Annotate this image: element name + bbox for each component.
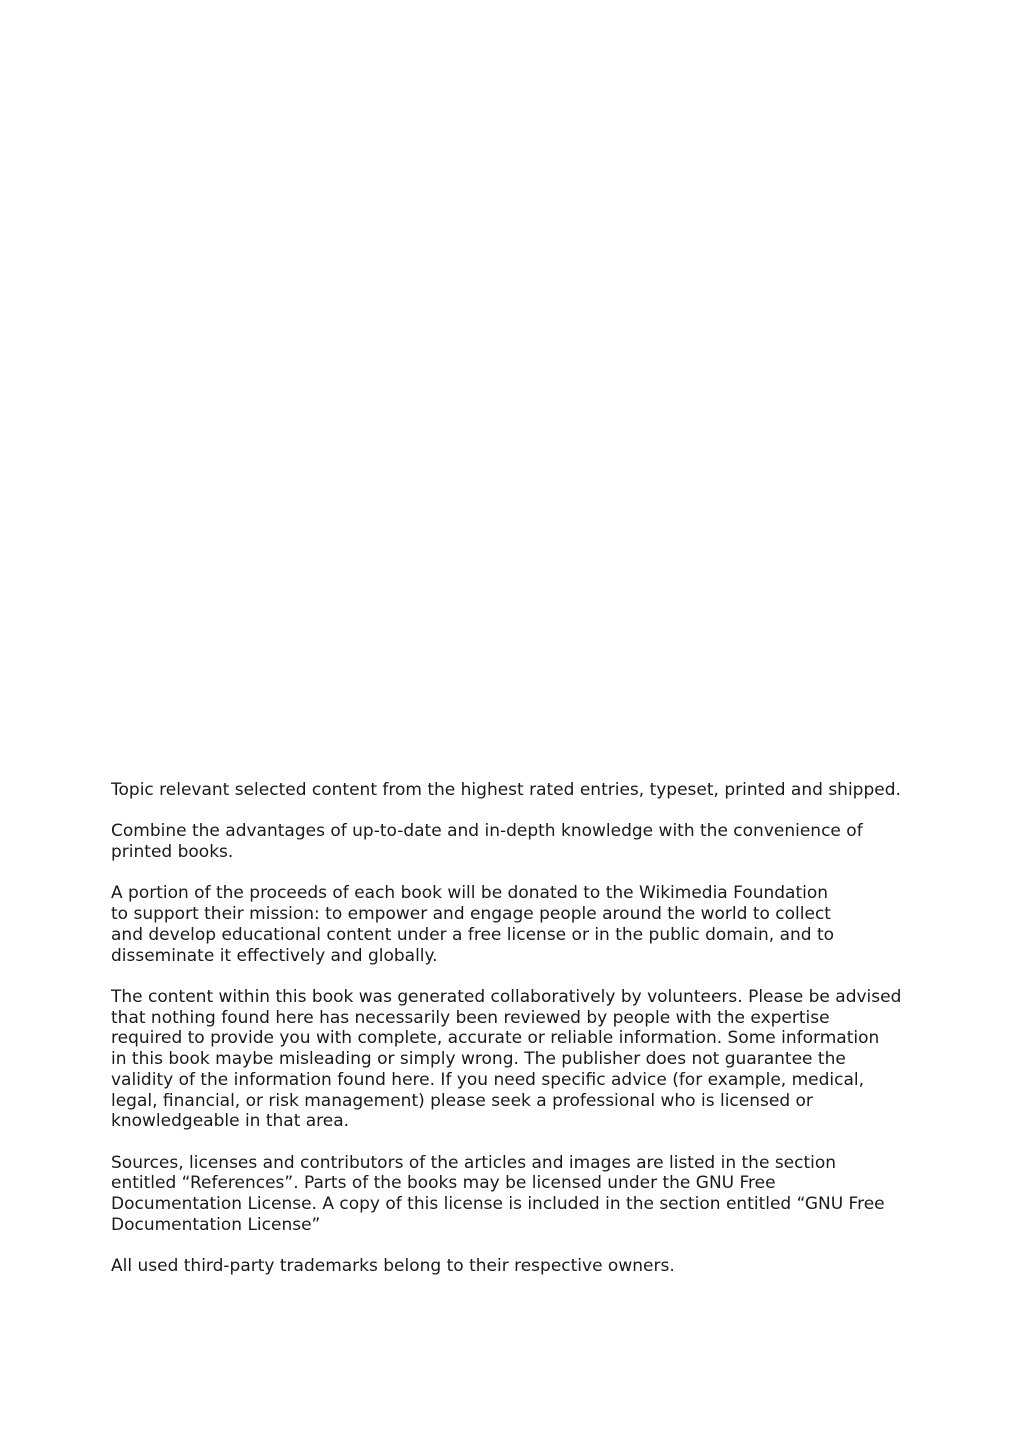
text-line: legal, financial, or risk management) please seek a professional who is licensed or	[111, 1090, 813, 1111]
text-line: that nothing found here has necessarily been reviewed by people with the expertise	[111, 1007, 830, 1028]
paragraph-trademarks	[111, 1256, 941, 1277]
text-line: A portion of the proceeds of each book will be donated to the Wikimedia Foundation	[111, 883, 829, 904]
paragraph-advantages	[111, 821, 941, 862]
text-line: Documentation License. A copy of this license is included in the section entitled “GNU Free	[111, 1194, 885, 1214]
text-line: Sources, licenses and contributors of the articles and images are listed in the section	[111, 1152, 837, 1173]
paragraph-wikimedia-donation	[111, 883, 941, 966]
text-line: entitled “References”. Parts of the books may be licensed under the GNU Free	[111, 1173, 776, 1194]
text-line: and develop educational content under a free license or in the public domain, and to	[111, 924, 835, 945]
publisher-notice	[111, 780, 941, 1297]
text-line: The content within this book was generated collaboratively by volunteers. Please be advised	[111, 986, 902, 1007]
paragraph-disclaimer	[111, 987, 941, 1132]
text-line: to support their mission: to empower and engage people around the world to collect	[111, 904, 831, 925]
text-line: All used third-party trademarks belong to their respective owners.	[111, 1256, 675, 1277]
paragraph-sources-licenses	[111, 1153, 941, 1236]
text-line: in this book maybe misleading or simply wrong. The publisher does not guarantee the	[111, 1049, 846, 1070]
paragraph-topic-content	[111, 780, 941, 801]
text-line: knowledgeable in that area.	[111, 1111, 350, 1132]
text-line: validity of the information found here. If you need specific advice (for example, medical,	[111, 1069, 865, 1090]
text-line: Topic relevant selected content from the highest rated entries, typeset, printed and shipped.	[111, 780, 901, 800]
text-line: Combine the advantages of up-to-date and in-depth knowledge with the convenience of	[111, 821, 863, 842]
text-line: Documentation License”	[111, 1214, 321, 1235]
text-line: printed books.	[111, 842, 234, 863]
text-line: disseminate it effectively and globally.	[111, 945, 438, 966]
text-line: required to provide you with complete, accurate or reliable information. Some information	[111, 1028, 880, 1049]
